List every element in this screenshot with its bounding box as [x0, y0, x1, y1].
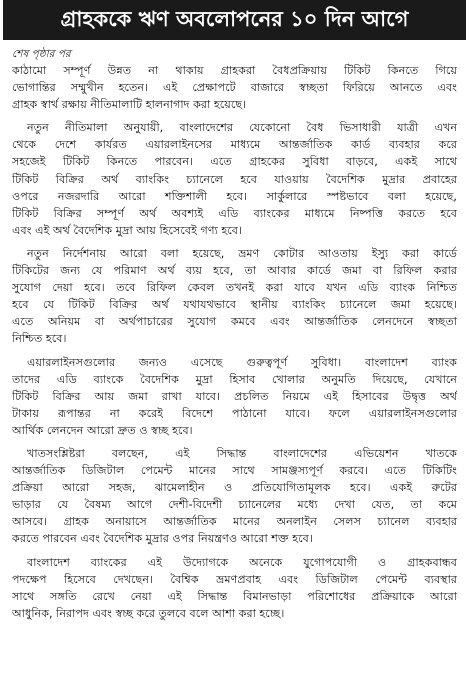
text-line: নতুন নীতিমালা অনুযায়ী, বাংলাদেশের যেকোনো বৈধ ভিসাধারী যাত্রী এখন: [27, 121, 457, 135]
text-line: আসবে। গ্রাহক অনায়াসে আন্তর্জাতিক মানের অনলাইন সেলস চ্যানেল ব্যবহার: [12, 515, 457, 529]
text-line: কাঠামো সম্পূর্ণ উন্নত না থাকায় গ্রাহকরা বৈধপ্রক্রিয়ায় টিকিট কিনতে গিয়ে: [12, 64, 457, 77]
text-line: আধুনিক, নিরাপদ এবং স্বচ্ছ করে তুলবে বলে আশা করা হচ্ছে।: [12, 606, 285, 620]
text-line: ভোগান্তির সম্মুখীন হতেন। এই প্রেক্ষাপটে বাজারে স্বচ্ছতা ফিরিয়ে আনতে এবং: [12, 81, 457, 95]
text-line: সুযোগ দেয়া হবে। তবে রিফিল কেবল তখনই করা যাবে যখন এডি ব্যাংক নিশ্চিত: [12, 281, 457, 295]
text-line: প্রক্রিয়া আরো সহজ, ঝামেলাহীন ও প্রতিযোগিতামূলক হবে। একই রুটের: [12, 481, 457, 495]
text-line: আর্থিক লেনদেন আরো দ্রুত ও স্বচ্ছ হবে।: [12, 423, 193, 437]
article-paragraph: [12, 445, 457, 548]
text-line: সহজেই টিকিট কিনতে পারবেন। এতে গ্রাহকের সুবিধা বাড়বে, একই সাথে: [12, 155, 457, 169]
text-line: টাকায় রূপান্তর না করেই বিদেশে পাঠানো যাবে। ফলে এয়ারলাইনসগুলোর: [12, 406, 457, 420]
article-body: [0, 62, 469, 622]
text-line: ওপরে নজরদারি আরো শক্তিশালী হবে। সার্কুলারে স্পষ্টভাবে বলা হয়েছে,: [12, 189, 457, 203]
text-line: আন্তর্জাতিক ডিজিটাল পেমেন্ট মানের সাথে সামঞ্জস্যপূর্ণ করবে। এতে টিকিটিং: [12, 464, 457, 478]
text-line: করতে পারবেন এবং বৈদেশিক মুদ্রার ওপর নিয়ন্ত্রণও আরো শক্ত হবে।: [12, 532, 313, 546]
headline: গ্রাহককে ঋণ অবলোপনের ১০ দিন আগে: [3, 0, 466, 40]
text-line: তাদের এডি ব্যাংকে বৈদেশিক মুদ্রা হিসাব খোলার অনুমতি দিয়েছে, যেখানে: [12, 372, 457, 386]
text-line: পদক্ষেপ হিসেবে দেখছেন। বৈশ্বিক ভ্রমণপ্রবাহ এবং ডিজিটাল পেমেন্ট ব্যবস্থার: [12, 572, 457, 586]
text-line: টিকিটের জন্য যে পরিমাণ অর্থ ব্যয় হবে, তা আবার কার্ডে জমা বা রিফিল করার: [12, 264, 457, 278]
article-paragraph: [12, 354, 457, 439]
text-line: হবে যে টিকিট বিক্রির অর্থ যথাযথভাবে স্থানীয় ব্যাংকিং চ্যানেলে জমা হয়েছে।: [12, 298, 457, 312]
text-line: বাংলাদেশ ব্যাংকের এই উদ্যোগকে অনেকে যুগোপযোগী ও গ্রাহকবান্ধব: [27, 555, 457, 569]
text-line: এবং এই অর্থ বৈদেশিক মুদ্রা আয় হিসেবেই গণ্য হবে।: [12, 223, 243, 237]
text-line: ভাড়ার যে বৈষম্য আগে দেশী-বিদেশী চ্যানেলের মধ্যে দেখা যেত, তা কমে: [12, 498, 457, 512]
article-paragraph: [12, 245, 457, 348]
article-paragraph: [12, 62, 457, 113]
text-line: গ্রাহক স্বার্থ রক্ষায় নীতিমালাটি হালনাগাদ করা হয়েছে।: [12, 98, 247, 112]
text-line: সাথে সঙ্গতি রেখে নেয়া এই সিদ্ধান্ত বিমানভাড়া পরিশোধের প্রক্রিয়াকে আরো: [12, 589, 457, 603]
text-line: নিশ্চিত হবে।: [12, 332, 67, 346]
text-line: খাতসংশ্লিষ্টরা বলছেন, এই সিদ্ধান্ত বাংলাদেশের এভিয়েশন খাতকে: [27, 446, 457, 460]
text-line: টিকিট বিক্রির অর্থ ব্যাংকিং চ্যানেলে হবে যাওয়ায় বৈদেশিক মুদ্রার প্রবাহের: [12, 172, 457, 186]
article-paragraph: [12, 554, 457, 622]
text-line: এয়ারলাইনসগুলোর জন্যও এসেছে গুরুত্বপূর্ণ সুবিধা। বাংলাদেশ ব্যাংক: [27, 355, 457, 369]
text-line: নতুন নির্দেশনায় আরো বলা হয়েছে, ভ্রমণ কোটার আওতায় ইস্যু করা কার্ডে: [27, 246, 457, 260]
text-line: টিকিট বিক্রির আয় জমা রাখা যাবে। প্রচলিত নিয়মে এই হিসাবের উদ্বৃত্ত অর্থ: [12, 389, 457, 403]
text-line: এতে অনিয়ম বা অর্থপাচারের সুযোগ কমবে এবং আন্তর্জাতিক লেনদেনে স্বচ্ছতা: [12, 315, 457, 329]
text-line: টিকিট বিক্রির সম্পূর্ণ অর্থ অবশ্যই এডি ব্যাংকের মাধ্যমে নিষ্পত্তি করতে হবে: [12, 206, 457, 220]
continued-from-label: শেষ পৃষ্ঠার পর: [12, 48, 71, 60]
article-paragraph: [12, 119, 457, 239]
text-line: থেকে দেশে কার্যরত এয়ারলাইনসের মাধ্যমে আন্তর্জাতিক কার্ড ব্যবহার করে: [12, 138, 457, 152]
